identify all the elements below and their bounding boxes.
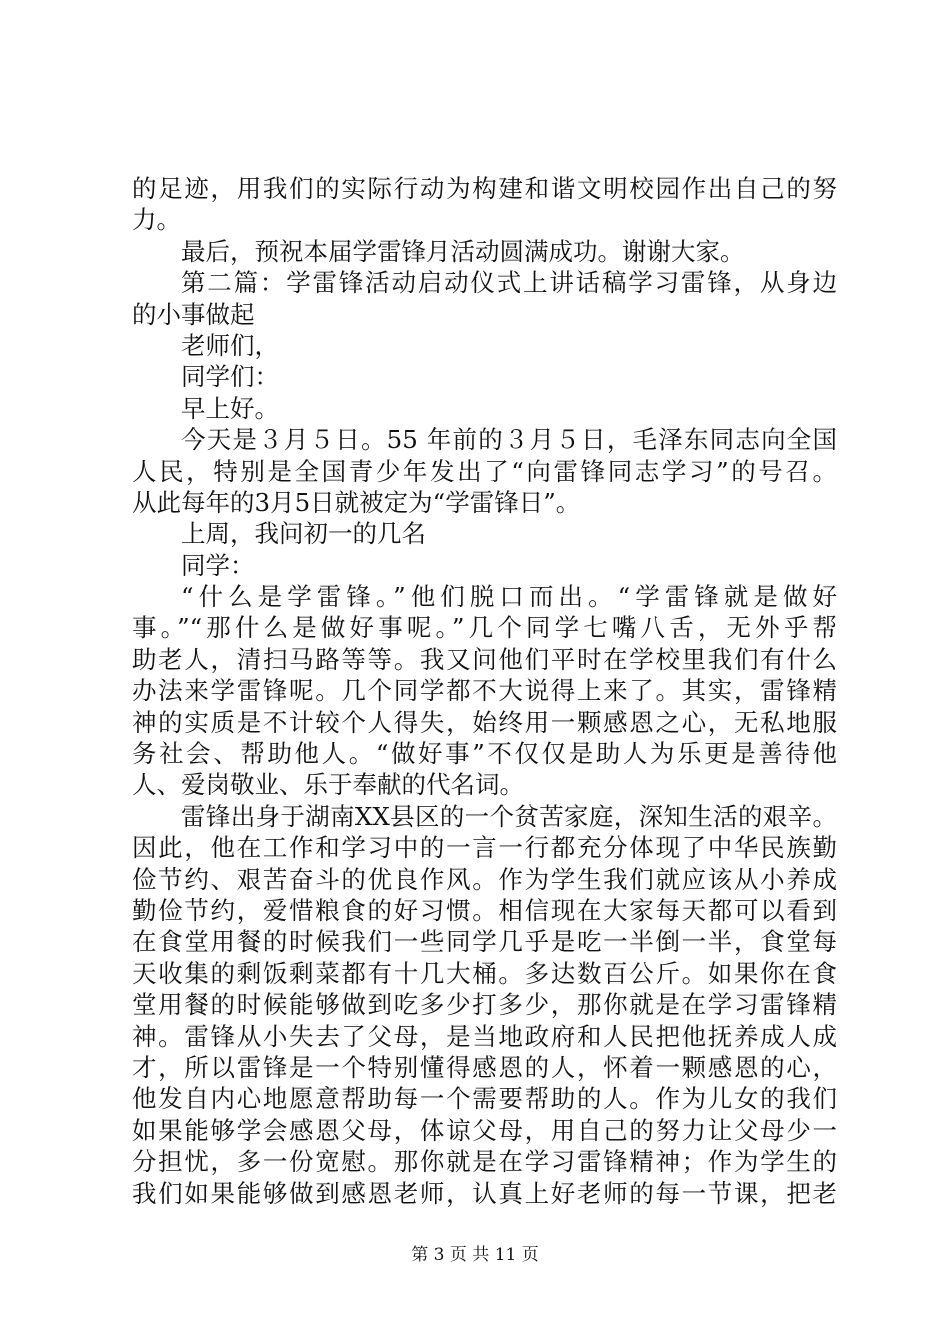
text-line: 的足迹，用我们的实际行动为构建和谐文明校园作出自己的努 bbox=[132, 174, 837, 203]
greeting-line: 早上好。 bbox=[181, 393, 279, 423]
text-line: 办法来学雷锋呢。几个同学都不大说得上来了。其实，雷锋精 bbox=[132, 676, 837, 706]
text-line: 神。雷锋从小失去了父母，是当地政府和人民把他抚养成人成 bbox=[132, 1021, 837, 1051]
text-line: 才，所以雷锋是一个特别懂得感恩的人，怀着一颗感恩的心， bbox=[132, 1052, 837, 1082]
text-line: 勤俭节约，爱惜粮食的好习惯。相信现在大家每天都可以看到 bbox=[132, 895, 837, 925]
salutation-line: 老师们， bbox=[181, 330, 279, 360]
text-line: 今天是３月５日。55 年前的３月５日，毛泽东同志向全国 bbox=[181, 425, 837, 455]
text-line: 同学： bbox=[181, 550, 255, 580]
text-line: 分担忧，多一份宽慰。那你就是在学习雷锋精神；作为学生的 bbox=[132, 1147, 837, 1177]
text-line: 雷锋出身于湖南XX县区的一个贫苦家庭，深知生活的艰辛。 bbox=[181, 801, 837, 831]
text-line: 如果能够学会感恩父母，体谅父母，用自己的努力让父母少一 bbox=[132, 1115, 837, 1145]
page-number-footer: 第 3 页 共 11 页 bbox=[411, 1245, 539, 1265]
text-line: 堂用餐的时候能够做到吃多少打多少，那你就是在学习雷锋精 bbox=[132, 990, 837, 1020]
text-line: 最后，预祝本届学雷锋月活动圆满成功。谢谢大家。 bbox=[181, 236, 745, 266]
text-line: 天收集的剩饭剩菜都有十几大桶。多达数百公斤。如果你在食 bbox=[132, 958, 837, 988]
text-line: “什么是学雷锋。”他们脱口而出。“学雷锋就是做好 bbox=[181, 582, 837, 612]
text-line: 事。”“那什么是做好事呢。”几个同学七嘴八舌，无外乎帮 bbox=[132, 613, 837, 643]
text-line: 务社会、帮助他人。“做好事”不仅仅是助人为乐更是善待他 bbox=[132, 739, 837, 769]
salutation-line: 同学们： bbox=[181, 362, 279, 392]
text-line: 因此，他在工作和学习中的一言一行都充分体现了中华民族勤 bbox=[132, 833, 837, 863]
document-body bbox=[132, 173, 837, 1209]
text-line: 从此每年的3月5日就被定为“学雷锋日”。 bbox=[132, 487, 581, 517]
text-line: 神的实质是不计较个人得失，始终用一颗感恩之心，无私地服 bbox=[132, 707, 837, 737]
text-line: 力。 bbox=[132, 205, 181, 235]
text-line: 他发自内心地愿意帮助每一个需要帮助的人。作为儿女的我们 bbox=[132, 1084, 837, 1114]
text-line: 人、爱岗敬业、乐于奉献的代名词。 bbox=[132, 770, 524, 800]
text-line: 我们如果能够做到感恩老师，认真上好老师的每一节课，把老 bbox=[132, 1178, 837, 1208]
section-heading-line: 第二篇：学雷锋活动启动仪式上讲话稿学习雷锋，从身边 bbox=[181, 268, 837, 298]
text-line: 助老人，清扫马路等等。我又问他们平时在学校里我们有什么 bbox=[132, 644, 837, 674]
text-line: 上周，我问初一的几名 bbox=[181, 519, 426, 549]
text-line: 人民，特别是全国青少年发出了“向雷锋同志学习”的号召。 bbox=[132, 456, 837, 486]
text-line: 在食堂用餐的时候我们一些同学几乎是吃一半倒一半，食堂每 bbox=[132, 927, 837, 957]
text-line: 俭节约、艰苦奋斗的优良作风。作为学生我们就应该从小养成 bbox=[132, 864, 837, 894]
section-heading-line: 的小事做起 bbox=[132, 299, 255, 329]
